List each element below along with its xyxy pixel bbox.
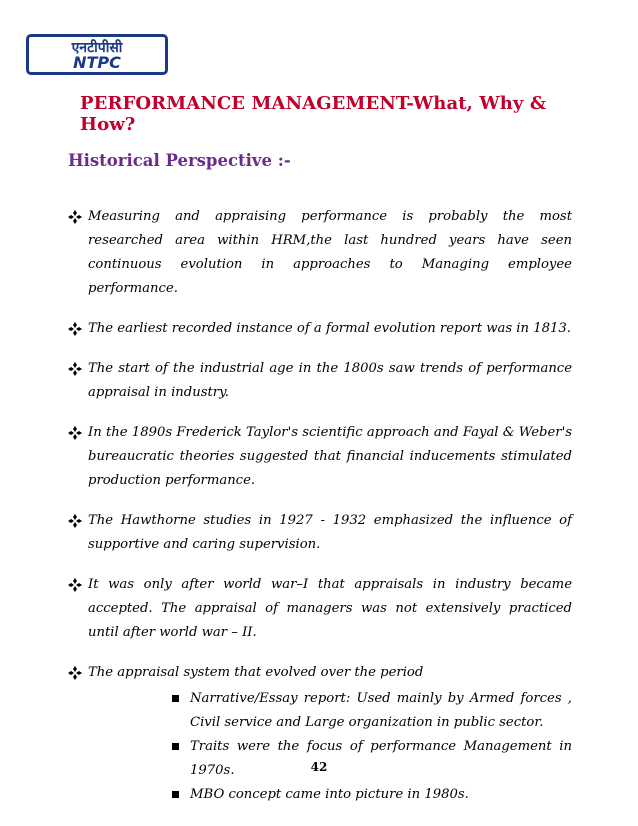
ntpc-logo-graphic [29,37,165,72]
list-item [68,205,572,301]
sub-bullet-text: MBO concept came into picture in 1980s. [190,787,469,802]
list-item [68,317,572,341]
sub-list-item [88,783,572,807]
bullet-text: The Hawthorne studies in 1927 - 1932 emphasized the influence of supportive and caring supervision. [88,513,572,552]
diamond-bullet-icon [68,210,82,224]
list-item [68,509,572,557]
bullet-list [68,205,572,807]
page-number: 42 [310,760,328,774]
diamond-bullet-icon [68,578,82,592]
logo-hindi-text: एनटीपीसी [71,40,123,56]
sub-list-item [88,687,572,735]
square-bullet-icon [172,695,179,702]
list-item [68,357,572,405]
bullet-text: The appraisal system that evolved over the period [88,665,424,680]
diamond-bullet-icon [68,426,82,440]
list-item [68,421,572,493]
list-item [68,661,572,807]
logo-ntpc-text: NTPC [73,53,121,72]
sub-bullet-text: Narrative/Essay report: Used mainly by Armed forces , Civil service and Large organization in public sector. [190,691,572,730]
sub-bullet-list [88,687,572,807]
bullet-text: The earliest recorded instance of a formal evolution report was in 1813. [88,321,571,336]
sub-list-item [88,735,572,783]
square-bullet-icon [172,791,179,798]
diamond-bullet-icon [68,362,82,376]
bullet-text: In the 1890s Frederick Taylor's scientific approach and Fayal & Weber's bureaucratic theories suggested that financial inducements stimulated production performance. [88,425,572,488]
list-item [68,573,572,645]
bullet-text: It was only after world war–I that appraisals in industry became accepted. The appraisal of managers was not extensively practiced until after world war – II. [88,577,572,640]
sub-bullet-text: Traits were the focus of performance Management in 1970s. [190,739,572,778]
diamond-bullet-icon [68,666,82,680]
diamond-bullet-icon [68,514,82,528]
square-bullet-icon [172,743,179,750]
section-heading: Historical Perspective :- [68,151,291,170]
page-title: PERFORMANCE MANAGEMENT-What, Why & How? [80,93,547,135]
diamond-bullet-icon [68,322,82,336]
bullet-text: Measuring and appraising performance is probably the most researched area within HRM,the last hundred years have seen continuous evolution in approaches to Managing employee performance. [88,209,572,296]
bullet-text: The start of the industrial age in the 1800s saw trends of performance appraisal in industry. [88,361,572,400]
ntpc-logo [26,34,168,75]
